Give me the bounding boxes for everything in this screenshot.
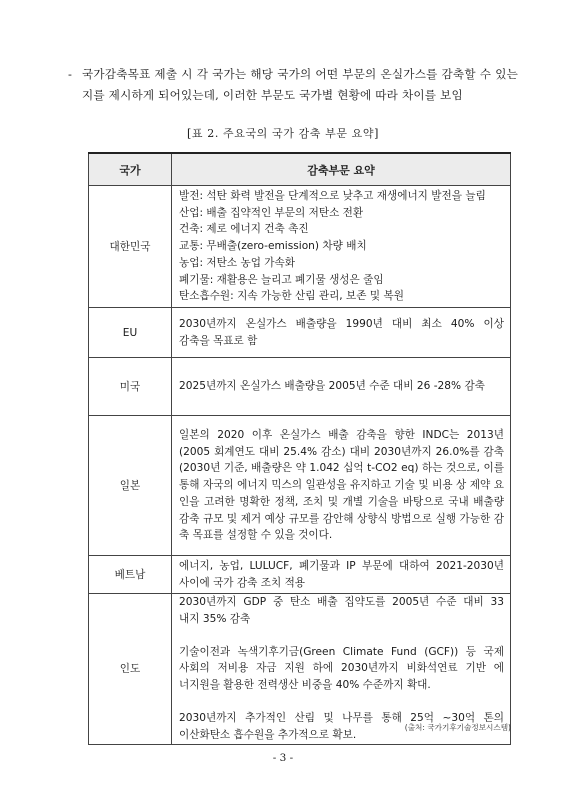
summary-cell — [172, 186, 511, 308]
table-source: (출처: 국가기후기술정보시스템) — [404, 723, 511, 732]
summary-cell — [172, 416, 511, 556]
paragraph-gap — [179, 628, 504, 644]
summary-line: 너지원을 활용한 전력생산 비중을 40% 수준까지 확대. — [179, 679, 431, 692]
summary-line: 내지 35% 감축 — [179, 612, 251, 625]
country-cell: 베트남 — [89, 556, 172, 594]
summary-line: 2030년까지 추가적인 산림 및 나무를 통해 25억 ~30억 톤의 — [179, 711, 504, 724]
header-country: 국가 — [89, 153, 172, 186]
country-cell: 대한민국 — [89, 186, 172, 308]
table-row — [89, 416, 511, 556]
country-cell: 미국 — [89, 358, 172, 416]
summary-line: 사이에 국가 감축 조치 적용 — [179, 576, 306, 589]
summary-line: 농업: 저탄소 농업 가속화 — [179, 256, 296, 269]
table-row — [89, 308, 511, 358]
intro-paragraph — [68, 64, 518, 106]
summary-line: 감축을 목표로 함 — [179, 334, 258, 347]
summary-line: 2030년까지 온실가스 배출량을 1990년 대비 최소 40% 이상 — [179, 317, 504, 330]
summary-line: 발전: 석탄 화력 발전을 단계적으로 낮추고 재생에너지 발전을 늘림 — [179, 189, 486, 202]
intro-text: 국가감축목표 제출 시 각 국가는 해당 국가의 어떤 부문의 온실가스를 감축할 수 있는지를 제시하게 되어있는데, 이러한 부문도 국가별 현황에 따라 차이를 보임 — [82, 67, 518, 102]
reduction-summary-table — [88, 152, 511, 745]
summary-line: 교통: 무배출(zero-emission) 차량 배치 — [179, 240, 367, 253]
table-caption: [표 2. 주요국의 국가 감축 부문 요약] — [187, 127, 379, 140]
summary-cell — [172, 308, 511, 358]
header-summary: 감축부문 요약 — [172, 153, 511, 186]
summary-line: 에너지, 농업, LULUCF, 폐기물과 IP 부문에 대하여 2021-2030년 — [179, 559, 504, 572]
summary-text: 일본의 2020 이후 온실가스 배출 감축을 향한 INDC는 2013년 (2005 회계연도 대비 25.4% 감소) 대비 2030년까지 26.0%를 감축(2030년 기준, 배출량은 약 1.042 십억 t-CO2 eq) 하는 것으로, 이를 통해 자국의 에너지 믹스의 일관성을 유지하고 기술 및 비용 상 제약 요인을 고려한 명확한 정책, 조치 및 개별 기술을 바탕으로 국내 배출량 감축 규모 및 제거 예상 규모를 감안해 상향식 방법으로 실행 가능한 감축 목표를 설정할 수 있을 것이다. — [179, 428, 504, 542]
summary-line: 탄소흡수원: 지속 가능한 산림 관리, 보존 및 복원 — [179, 290, 404, 303]
summary-line: 이산화탄소 흡수원을 추가적으로 확보. — [179, 728, 357, 741]
summary-line: 2025년까지 온실가스 배출량을 2005년 수준 대비 26 -28% 감축 — [179, 380, 485, 393]
summary-line: 사회의 저비용 자금 지원 하에 2030년까지 비화석연료 기반 에 — [179, 662, 504, 675]
paragraph-gap — [179, 694, 504, 710]
table-row — [89, 556, 511, 594]
summary-cell — [172, 358, 511, 416]
country-cell: 일본 — [89, 416, 172, 556]
summary-cell — [172, 556, 511, 594]
summary-line: 기술이전과 녹색기후기금(Green Climate Fund (GCF)) 등 국제 — [179, 645, 504, 658]
table-header-row — [89, 153, 511, 186]
table-row — [89, 358, 511, 416]
summary-line: 산업: 배출 집약적인 부문의 저탄소 전환 — [179, 206, 364, 219]
bullet-dash: - — [68, 67, 73, 81]
table-row — [89, 186, 511, 308]
summary-line: 건축: 제로 에너지 건축 촉진 — [179, 223, 309, 236]
page-number: - 3 - — [272, 752, 294, 764]
country-cell: 인도 — [89, 594, 172, 745]
country-cell: EU — [89, 308, 172, 358]
summary-line: 폐기물: 재활용은 늘리고 폐기물 생성은 줄임 — [179, 273, 384, 286]
summary-line: 2030년까지 GDP 중 탄소 배출 집약도를 2005년 수준 대비 33 — [179, 596, 504, 608]
